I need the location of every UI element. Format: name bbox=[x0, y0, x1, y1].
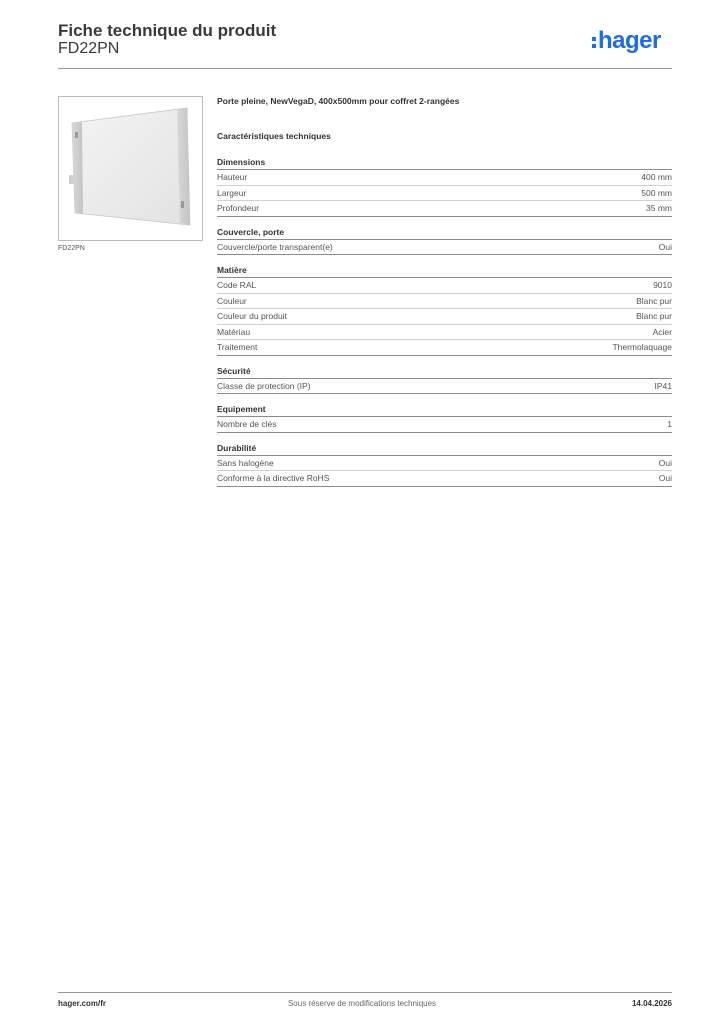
logo-mark-icon bbox=[592, 37, 596, 48]
header-divider bbox=[58, 68, 672, 69]
logo-text: hager bbox=[598, 27, 661, 54]
spec-row bbox=[217, 170, 672, 186]
spec-group-title: Equipement bbox=[217, 404, 672, 417]
spec-value: Oui bbox=[658, 457, 672, 468]
spec-label: Traitement bbox=[217, 342, 258, 352]
product-description: Porte pleine, NewVegaD, 400x500mm pour coffret 2-rangées bbox=[217, 96, 460, 106]
spec-value: 9010 bbox=[653, 280, 672, 290]
footer-notice: Sous réserve de modifications techniques bbox=[287, 999, 437, 1008]
spec-row bbox=[217, 456, 672, 472]
spec-row bbox=[217, 186, 672, 202]
spec-label: Matériau bbox=[217, 326, 251, 337]
product-image-caption: FD22PN bbox=[58, 245, 85, 252]
spec-group-cover bbox=[217, 227, 672, 256]
spec-label: Sans halogène bbox=[217, 457, 274, 468]
spec-label: Hauteur bbox=[217, 172, 248, 182]
spec-label: Nombre de clés bbox=[217, 419, 277, 429]
spec-label: Code RAL bbox=[217, 280, 257, 290]
spec-row bbox=[217, 309, 672, 325]
spec-row bbox=[217, 278, 672, 294]
spec-row bbox=[217, 471, 672, 487]
spec-group-title: Matière bbox=[217, 265, 672, 278]
spec-value: 500 mm bbox=[641, 187, 672, 198]
spec-row bbox=[217, 240, 672, 256]
spec-value: Thermolaquage bbox=[612, 342, 672, 352]
spec-label: Classe de protection (IP) bbox=[217, 380, 311, 391]
spec-value: 35 mm bbox=[646, 203, 672, 213]
spec-group-equipment bbox=[217, 404, 672, 433]
spec-row bbox=[217, 325, 672, 341]
spec-group-dimensions bbox=[217, 157, 672, 217]
spec-value: IP41 bbox=[654, 380, 672, 391]
spec-row bbox=[217, 379, 672, 395]
footer-date: 14.04.2026 bbox=[631, 999, 672, 1008]
spec-row bbox=[217, 340, 672, 356]
footer-website-link[interactable]: hager.com/fr bbox=[58, 999, 107, 1008]
spec-value: Oui bbox=[658, 241, 672, 252]
product-reference: FD22PN bbox=[58, 40, 120, 57]
spec-group-title: Durabilité bbox=[217, 443, 672, 456]
spec-value: Blanc pur bbox=[636, 295, 672, 306]
spec-label: Conforme à la directive RoHS bbox=[217, 473, 330, 483]
page-title: Fiche technique du produit bbox=[58, 21, 277, 40]
spec-row bbox=[217, 201, 672, 217]
spec-value: Blanc pur bbox=[636, 311, 672, 321]
spec-group-title: Dimensions bbox=[217, 157, 672, 170]
spec-label: Couleur du produit bbox=[217, 311, 287, 321]
spec-label: Profondeur bbox=[217, 203, 260, 213]
spec-row bbox=[217, 294, 672, 310]
hager-logo bbox=[592, 27, 661, 55]
spec-value: Acier bbox=[652, 326, 672, 337]
spec-group-title: Couvercle, porte bbox=[217, 227, 672, 240]
product-image-frame bbox=[58, 96, 203, 241]
spec-label: Largeur bbox=[217, 187, 247, 198]
spec-group-material bbox=[217, 265, 672, 356]
spec-value: 400 mm bbox=[641, 172, 672, 182]
spec-label: Couleur bbox=[217, 295, 247, 306]
footer-divider bbox=[58, 992, 672, 993]
spec-value: Oui bbox=[658, 473, 672, 483]
spec-value: 1 bbox=[667, 419, 672, 429]
spec-row bbox=[217, 417, 672, 433]
specifications bbox=[217, 96, 672, 497]
door-panel-image bbox=[66, 105, 196, 228]
spec-label: Couvercle/porte transparent(e) bbox=[217, 241, 333, 252]
spec-group-durability bbox=[217, 443, 672, 487]
specs-heading: Caractéristiques techniques bbox=[217, 131, 331, 141]
spec-group-safety bbox=[217, 366, 672, 395]
spec-group-title: Sécurité bbox=[217, 366, 672, 379]
